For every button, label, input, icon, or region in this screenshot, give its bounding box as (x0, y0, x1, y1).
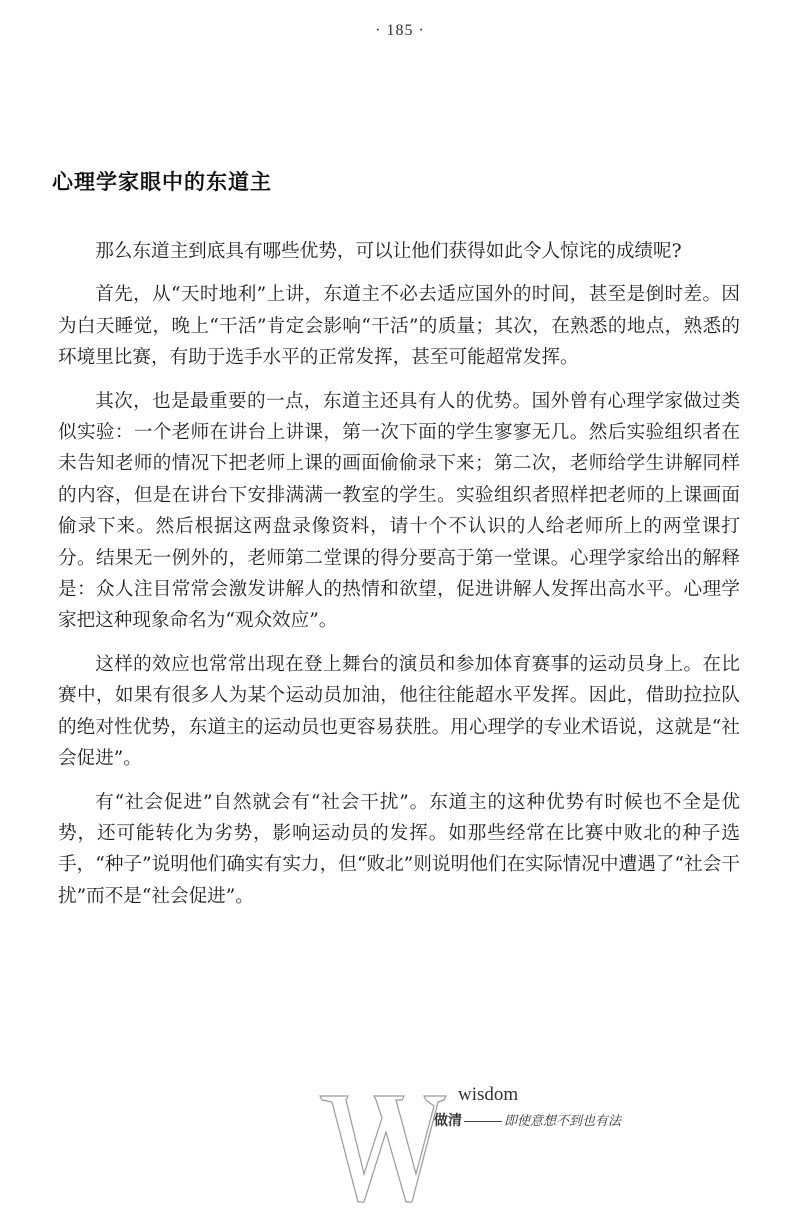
section-title: 心理学家眼中的东道主 (52, 170, 272, 194)
paragraph-1: 那么东道主到底具有哪些优势，可以让他们获得如此令人惊诧的成绩呢? (95, 241, 682, 262)
w-letter-icon (318, 1094, 448, 1204)
paragraph-2: 首先，从“天时地利”上讲，东道主不必去适应国外的时间，甚至是倒时差。因为白天睡觉，晚上“干活”肯定会影响“干活”的质量；其次，在熟悉的地点，熟悉的环境里比赛，有助于选手水平的正常发挥，甚至可能超常发挥。 (58, 284, 740, 369)
logo-word: wisdom (458, 1084, 519, 1105)
tagline-dash (464, 1121, 502, 1122)
tagline-rest: 即使意想不到也有法 (504, 1114, 622, 1129)
paragraph-5: 有“社会促进”自然就会有“社会干扰”。东道主的这种优势有时候也不全是优势，还可能转化为劣势，影响运动员的发挥。如那些经常在比赛中败北的种子选手，“种子”说明他们确实有实力，但“败北”则说明他们在实际情况中遭遇了“社会干扰”而不是“社会促进”。 (58, 791, 740, 907)
body-text (58, 236, 740, 924)
wisdom-logo (318, 1084, 648, 1204)
tagline-lead: 做清 (434, 1113, 462, 1129)
paragraph-3: 其次，也是最重要的一点，东道主还具有人的优势。国外曾有心理学家做过类似实验：一个老师在讲台上讲课，第一次下面的学生寥寥无几。然后实验组织者在未告知老师的情况下把老师上课的画面偷偷录下来；第二次，老师给学生讲解同样的内容，但是在讲台下安排满满一教室的学生。实验组织者照样把老师的上课画面偷录下来。然后根据这两盘录像资料，请十个不认识的人给老师所上的两堂课打分。结果无一例外的，老师第二堂课的得分要高于第一堂课。心理学家给出的解释是：众人注目常常会激发讲解人的热情和欲望，促进讲解人发挥出高水平。心理学家把这种现象命名为“观众效应”。 (58, 390, 740, 632)
page-number: · 185 · (375, 22, 425, 39)
logo-tagline (434, 1110, 621, 1130)
paragraph-4: 这样的效应也常常出现在登上舞台的演员和参加体育赛事的运动员身上。在比赛中，如果有很多人为某个运动员加油，他往往能超水平发挥。因此，借助拉拉队的绝对性优势，东道主的运动员也更容易获胜。用心理学的专业术语说，这就是“社会促进”。 (58, 653, 740, 770)
